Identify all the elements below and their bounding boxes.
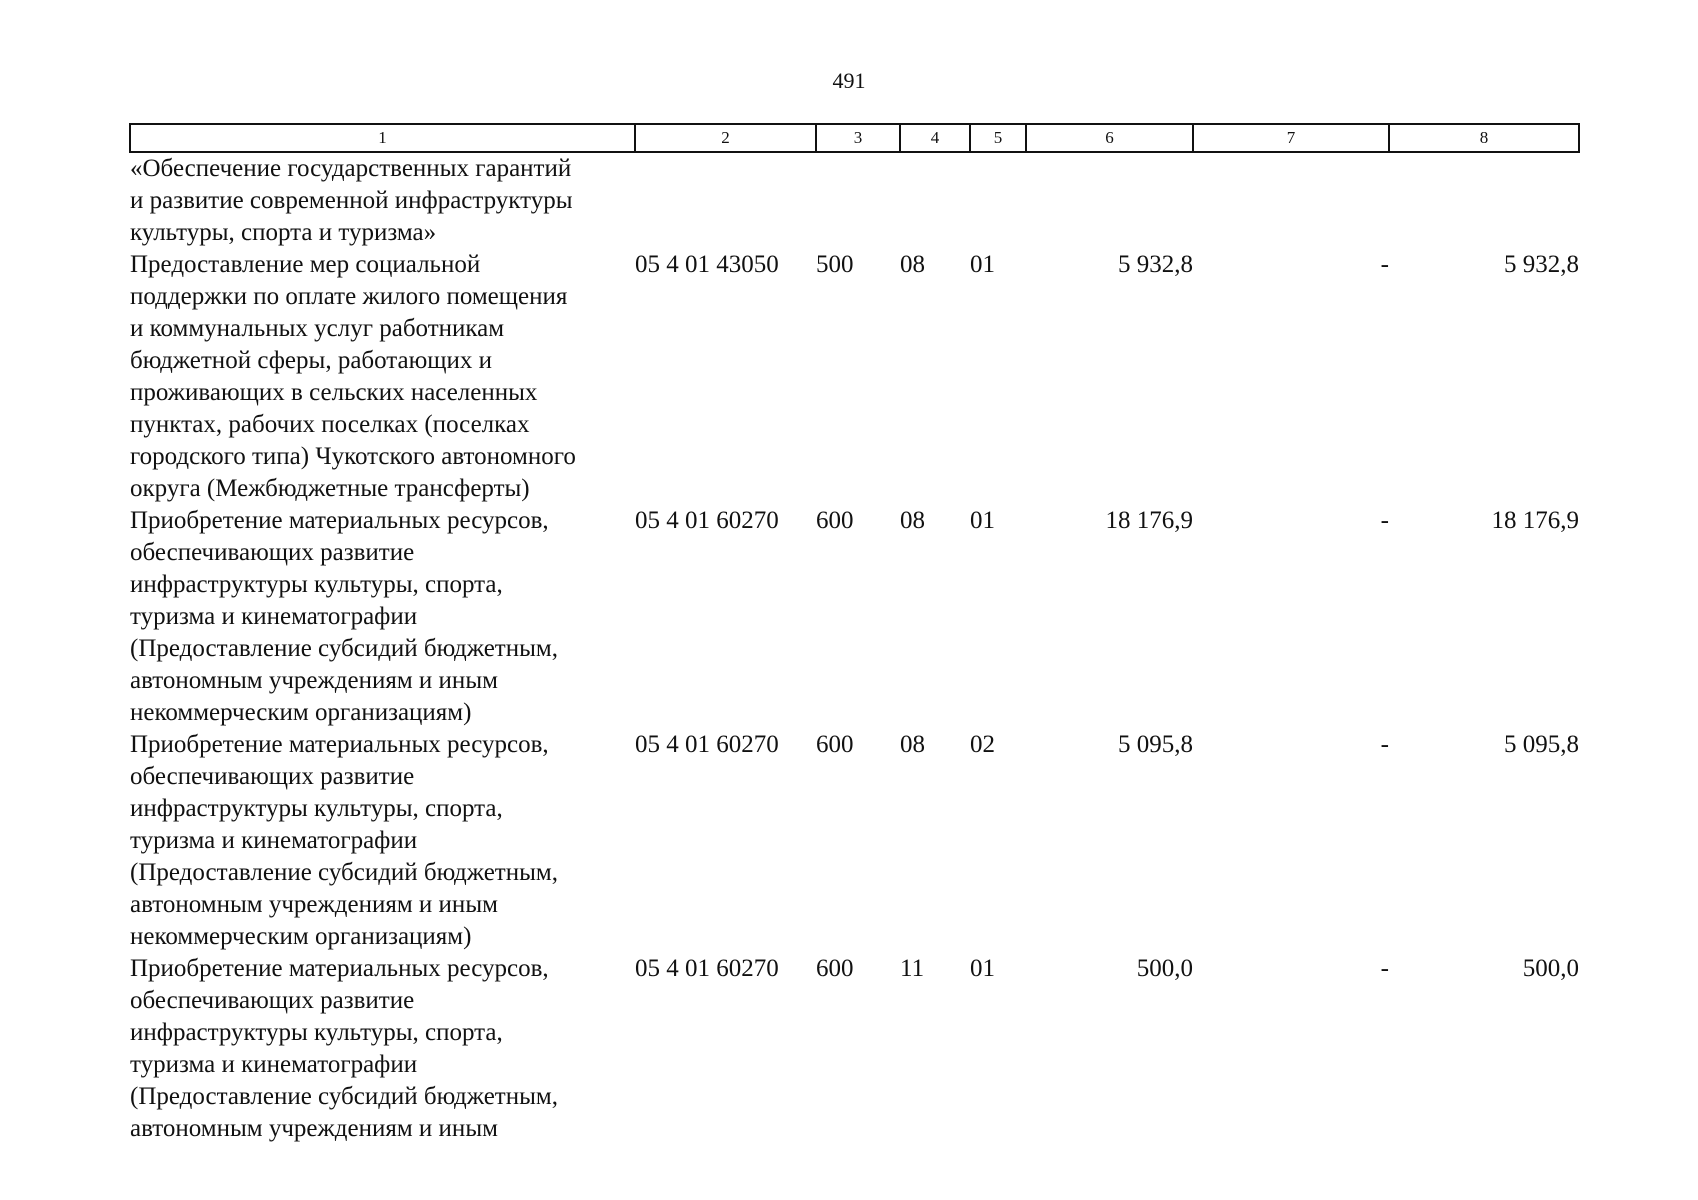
header-col-1: 1 [130, 124, 635, 152]
row-description [130, 953, 635, 1145]
amount-col-6 [1026, 152, 1193, 249]
table-row [130, 152, 1579, 249]
subsection-code: 01 [970, 507, 995, 534]
description-line: (Предоставление субсидий бюджетным, [130, 1083, 558, 1110]
expense-type-code: 600 [816, 507, 854, 534]
subsection-code [970, 152, 1026, 249]
amount-col-8: 5 932,8 [1504, 251, 1579, 278]
amount-col-7: - [1380, 251, 1389, 278]
description-line: городского типа) Чукотского автономного [130, 443, 576, 470]
description-line: обеспечивающих развитие [130, 763, 415, 790]
description-line: культуры, спорта и туризма» [130, 219, 437, 246]
subsection-code: 01 [970, 955, 995, 982]
description-line: инфраструктуры культуры, спорта, [130, 795, 503, 822]
amount-col-8 [1389, 152, 1579, 249]
description-line: (Предоставление субсидий бюджетным, [130, 635, 558, 662]
row-description [130, 152, 635, 249]
target-article-code: 05 4 01 43050 [635, 251, 779, 278]
description-line: туризма и кинематографии [130, 1051, 418, 1078]
header-col-5: 5 [970, 124, 1026, 152]
expense-type-code: 600 [816, 955, 854, 982]
description-line: инфраструктуры культуры, спорта, [130, 571, 503, 598]
table-row [130, 249, 1579, 505]
header-col-6: 6 [1026, 124, 1193, 152]
header-row [130, 124, 1579, 152]
description-line: туризма и кинематографии [130, 827, 418, 854]
description-line: округа (Межбюджетные трансферты) [130, 475, 530, 502]
description-line: проживающих в сельских населенных [130, 379, 538, 406]
row-description [130, 505, 635, 729]
amount-col-7: - [1380, 955, 1389, 982]
section-code: 08 [900, 251, 925, 278]
description-line: и коммунальных услуг работникам [130, 315, 505, 342]
description-line: инфраструктуры культуры, спорта, [130, 1019, 503, 1046]
amount-col-6: 5 932,8 [1118, 251, 1193, 278]
subsection-code: 02 [970, 731, 995, 758]
amount-col-6: 5 095,8 [1118, 731, 1193, 758]
header-col-7: 7 [1193, 124, 1389, 152]
description-line: и развитие современной инфраструктуры [130, 187, 573, 214]
header-col-4: 4 [900, 124, 970, 152]
target-article-code [635, 152, 816, 249]
description-line: Приобретение материальных ресурсов, [130, 731, 549, 758]
description-line: автономным учреждениям и иным [130, 667, 498, 694]
section-code: 11 [900, 955, 925, 982]
target-article-code: 05 4 01 60270 [635, 507, 779, 534]
description-line: автономным учреждениям и иным [130, 1115, 498, 1142]
description-line: бюджетной сферы, работающих и [130, 347, 493, 374]
header-col-8: 8 [1389, 124, 1579, 152]
description-line: некоммерческим организациям) [130, 699, 472, 726]
amount-col-7: - [1380, 507, 1389, 534]
amount-col-8: 18 176,9 [1491, 507, 1579, 534]
amount-col-8: 5 095,8 [1504, 731, 1579, 758]
description-line: Приобретение материальных ресурсов, [130, 955, 549, 982]
description-line: (Предоставление субсидий бюджетным, [130, 859, 558, 886]
amount-col-6: 18 176,9 [1105, 507, 1193, 534]
description-line: Предоставление мер социальной [130, 251, 481, 278]
target-article-code: 05 4 01 60270 [635, 955, 779, 982]
description-line: обеспечивающих развитие [130, 987, 415, 1014]
budget-table [129, 123, 1580, 1145]
description-line: автономным учреждениям и иным [130, 891, 498, 918]
expense-type-code: 500 [816, 251, 854, 278]
row-description [130, 249, 635, 505]
amount-col-8: 500,0 [1522, 955, 1579, 982]
description-line: пунктах, рабочих поселках (поселках [130, 411, 530, 438]
subsection-code: 01 [970, 251, 995, 278]
header-col-3: 3 [816, 124, 900, 152]
row-description [130, 729, 635, 953]
amount-col-6: 500,0 [1136, 955, 1193, 982]
amount-col-7 [1193, 152, 1389, 249]
table-row [130, 505, 1579, 729]
expense-type-code: 600 [816, 731, 854, 758]
description-line: туризма и кинематографии [130, 603, 418, 630]
section-code: 08 [900, 507, 925, 534]
section-code: 08 [900, 731, 925, 758]
description-line: Приобретение материальных ресурсов, [130, 507, 549, 534]
header-col-2: 2 [635, 124, 816, 152]
target-article-code: 05 4 01 60270 [635, 731, 779, 758]
expense-type-code [816, 152, 900, 249]
description-line: некоммерческим организациям) [130, 923, 472, 950]
table-row [130, 953, 1579, 1145]
amount-col-7: - [1380, 731, 1389, 758]
description-line: «Обеспечение государственных гарантий [130, 155, 572, 182]
page-number: 491 [832, 68, 866, 93]
description-line: поддержки по оплате жилого помещения [130, 283, 568, 310]
section-code [900, 152, 970, 249]
description-line: обеспечивающих развитие [130, 539, 415, 566]
table-row [130, 729, 1579, 953]
